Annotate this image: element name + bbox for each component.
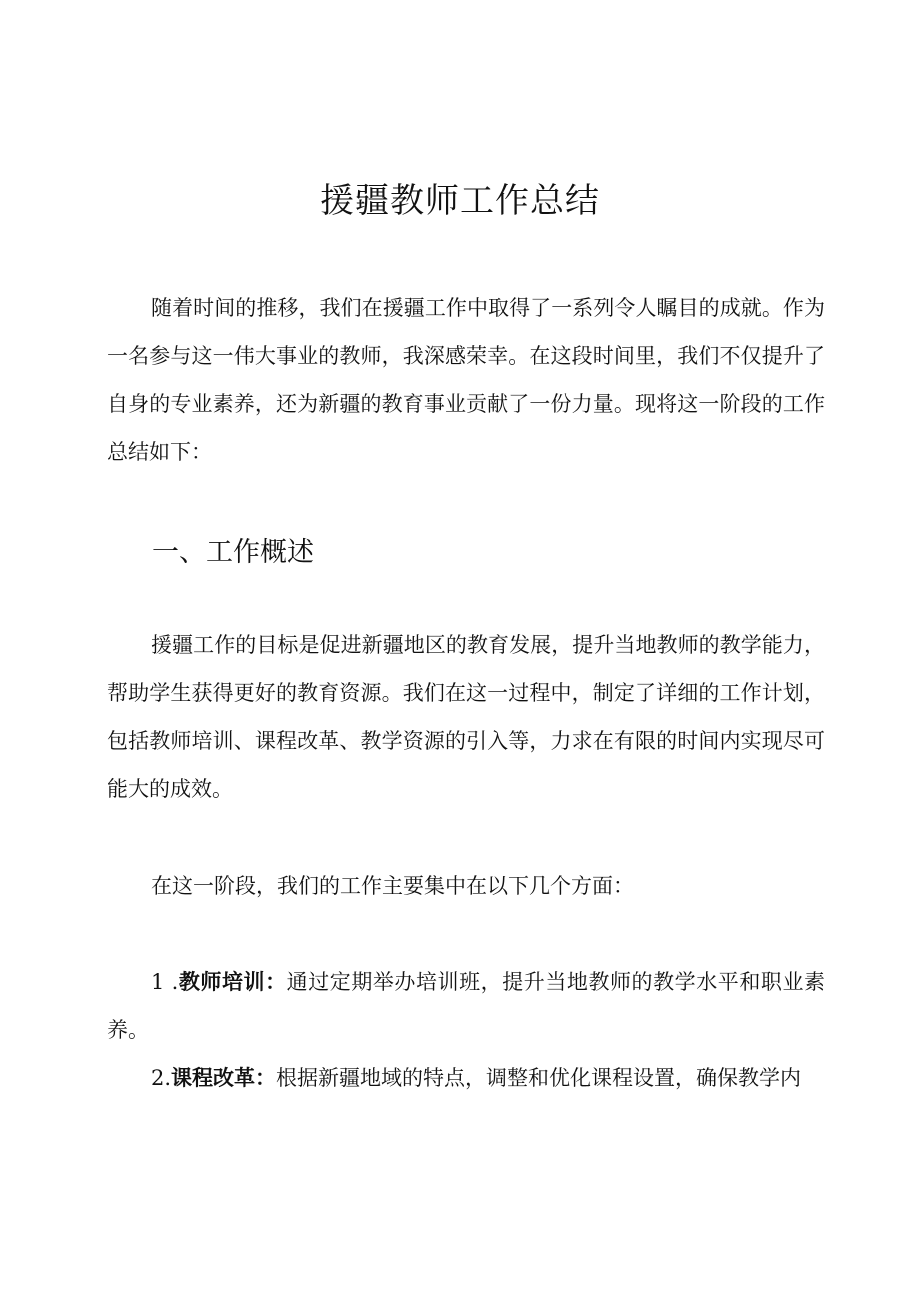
list-item-number: 2. xyxy=(151,1066,172,1090)
list-item xyxy=(107,1054,825,1102)
list-item-label: 课程改革： xyxy=(171,1065,277,1090)
list-item-number: 1 . xyxy=(151,970,179,994)
section-heading: 一、工作概述 xyxy=(152,537,314,568)
document-title: 援疆教师工作总结 xyxy=(320,181,600,221)
overview-paragraph: 援疆工作的目标是促进新疆地区的教育发展，提升当地教师的教学能力，帮助学生获得更好的教育资源。我们在这一过程中，制定了详细的工作计划，包括教师培训、课程改革、教学资源的引入等，力求在有限的时间内实现尽可能大的成效。 xyxy=(107,633,825,801)
list-item xyxy=(107,958,825,1054)
list-item-label: 教师培训： xyxy=(178,969,287,994)
list-item-text: 根据新疆地域的特点，调整和优化课程设置，确保教学内 xyxy=(276,1066,802,1090)
intro-paragraph: 随着时间的推移，我们在援疆工作中取得了一系列令人瞩目的成就。作为一名参与这一伟大事业的教师，我深感荣幸。在这段时间里，我们不仅提升了自身的专业素养，还为新疆的教育事业贡献了一份力量。现将这一阶段的工作总结如下： xyxy=(107,296,825,464)
focus-intro-paragraph: 在这一阶段，我们的工作主要集中在以下几个方面： xyxy=(151,874,634,898)
list-item-text: 通过定期举办培训班，提升当地教师的教学水平和职业素养。 xyxy=(107,970,826,1042)
